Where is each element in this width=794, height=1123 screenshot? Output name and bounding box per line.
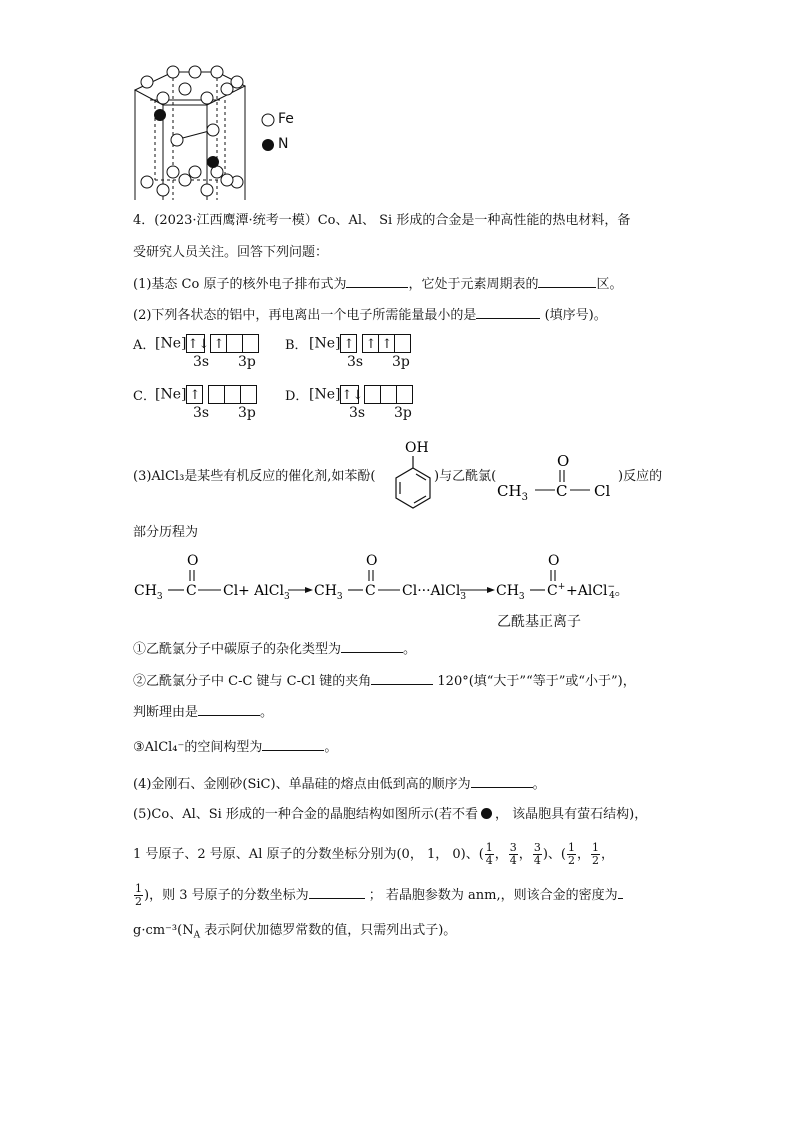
answer-blank[interactable]: [309, 886, 365, 899]
part5-line1: (5)Co、Al、Si 形成的一种合金的晶胞结构如图所示(若不看 ， 该晶胞具有萤石结构)，: [133, 807, 648, 822]
svg-text:+AlCl−4。: +AlCl− 4。: [566, 582, 629, 601]
question-header-line2: 受研究人员关注。回答下列问题：: [133, 245, 329, 260]
option-d: D．[Ne]↑↓: [285, 385, 412, 404]
svg-text:Cl: Cl: [594, 482, 611, 500]
answer-blank[interactable]: [341, 640, 403, 653]
part5-line2: 1 号原子、2 号原、Al 原子的分数坐标分别为(0， 1， 0)、( $\frac{1}{4}$ ， $\frac{3}{4}$ ， $\frac{3}{4}$ )、( $\frac{1}{2}$ ， $\frac{1}{2}$ ，: [133, 841, 614, 867]
answer-blank[interactable]: [262, 738, 324, 751]
part5-line4: $g\cdot cm^{-3}(N_A$ 表示阿伏加德罗常数的值，只需列出式子)。: [133, 923, 457, 941]
option-c: C．[Ne] ↑: [133, 385, 256, 404]
svg-text:Cl···AlCl3: Cl···AlCl$_3$: [402, 583, 467, 602]
svg-text:+ AlCl3: + AlCl$_3$: [238, 583, 290, 602]
answer-blank[interactable]: [471, 775, 533, 788]
svg-text:CH3: $CH_3$: [496, 583, 525, 602]
svg-text:CH3: $CH_3$: [497, 482, 528, 503]
svg-text:O: O: [548, 553, 560, 569]
sub-question-2-reason: 判断理由是 。: [133, 705, 274, 720]
part3-text-c: )反应的: [618, 469, 663, 484]
answer-blank[interactable]: [371, 672, 433, 685]
part3-text-a: (3)AlCl₃是某些有机反应的催化剂,如苯酚(: [133, 469, 376, 484]
part1-text: (1)基态 Co 原子的核外电子排布式为 ，它处于元素周期表的 区。: [133, 277, 623, 292]
svg-text:C+: C+: [547, 582, 566, 599]
answer-blank[interactable]: [618, 886, 623, 899]
answer-blank[interactable]: [476, 306, 540, 319]
part2-text: (2)下列各状态的铝中，再电离出一个电子所需能量最小的是 (填序号)。: [133, 308, 607, 323]
answer-blank[interactable]: [538, 275, 596, 288]
svg-text:C: C: [556, 482, 568, 500]
sub-question-1: ①乙酰氯分子中碳原子的杂化类型为 。: [133, 642, 417, 657]
sub-question-3: ③AlCl₄⁻的空间构型为 。: [133, 740, 338, 755]
part5-line3: $\frac{1}{2}$ )，则 3 号原子的分数坐标为 ； 若晶胞参数为 anm,，则该合金的密度为: [133, 883, 623, 908]
part4-text: (4)金刚石、金刚砂(SiC)、单晶硅的熔点由低到高的顺序为 。: [133, 777, 546, 792]
svg-text:C: C: [365, 583, 376, 599]
svg-text:Cl: Cl: [223, 583, 239, 599]
answer-blank[interactable]: [346, 275, 408, 288]
answer-blank[interactable]: [198, 703, 260, 716]
legend-n: N: [278, 136, 289, 152]
svg-text:CH3: $CH_3$: [314, 583, 343, 602]
crystal-atoms: [125, 60, 335, 200]
svg-text:CH3: $CH_3$: [134, 583, 163, 602]
svg-text:O: O: [187, 553, 199, 569]
part3-text-d: 部分历程为: [133, 525, 199, 540]
part3-text-b: )与乙酰氯(: [434, 469, 497, 484]
option-b: B．[Ne] ↑ ↑ ↑: [285, 334, 410, 353]
svg-text:C: C: [186, 583, 197, 599]
acetyl-chloride-structure: [495, 448, 630, 503]
legend-fe: Fe: [278, 111, 294, 127]
filled-atom-icon: [481, 808, 492, 819]
reaction-scheme: [130, 548, 640, 608]
acylium-label: 乙酰基正离子: [497, 614, 581, 630]
option-a: A．[Ne]↑↓ ↑: [133, 334, 258, 353]
svg-text:O: O: [557, 452, 570, 470]
svg-text:O: O: [366, 553, 378, 569]
sub-question-2: ②乙酰氯分子中 C-C 键与 C-Cl 键的夹角 120°(填“大于”“等于”或“小于”)，: [133, 674, 636, 689]
svg-text:OH: OH: [405, 440, 429, 456]
question-header-line1: 4．(2023·江西鹰潭·统考一模）Co、Al、 Si 形成的合金是一种高性能的热电材料，备: [133, 213, 631, 228]
